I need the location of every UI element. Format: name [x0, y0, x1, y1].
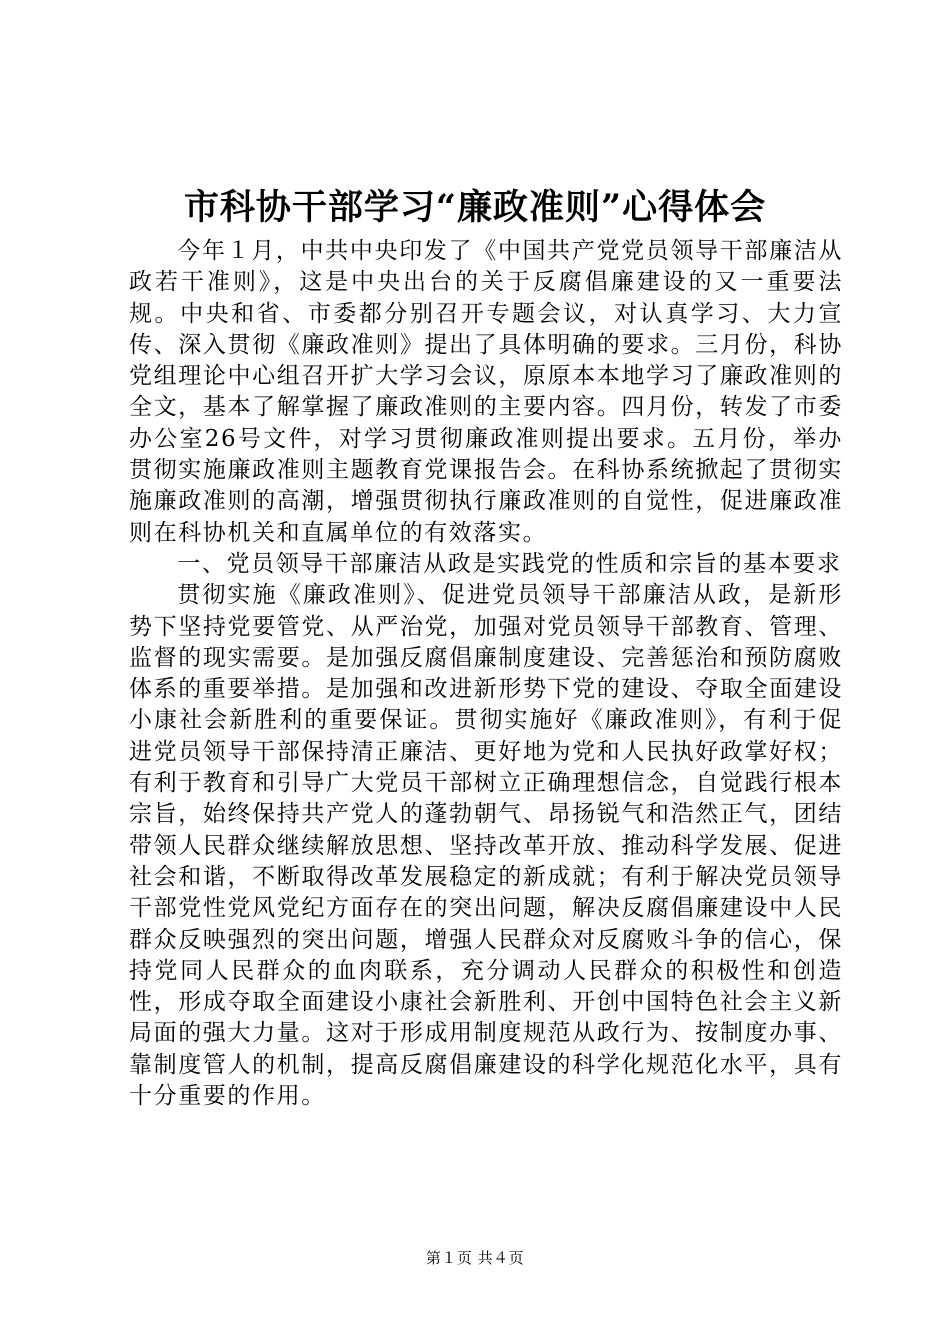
document-body [129, 236, 843, 1112]
paragraph-section-1: 贯彻实施《廉政准则》、促进党员领导干部廉洁从政，是新形势下坚持党要管党、从严治党，加强对党员领导干部教育、管理、监督的现实需要。是加强反腐倡廉制度建设、完善惩治和预防腐败体系的重要举措。是加强和改进新形势下党的建设、夺取全面建设小康社会新胜利的重要保证。贯彻实施好《廉政准则》，有利于促进党员领导干部保持清正廉洁、更好地为党和人民执好政掌好权；有利于教育和引导广大党员干部树立正确理想信念，自觉践行根本宗旨，始终保持共产党人的蓬勃朝气、昂扬锐气和浩然正气，团结带领人民群众继续解放思想、坚持改革开放、推动科学发展、促进社会和谐，不断取得改革发展稳定的新成就；有利于解决党员领导干部党性党风党纪方面存在的突出问题，解决反腐倡廉建设中人民群众反映强烈的突出问题，增强人民群众对反腐败斗争的信心，保持党同人民群众的血肉联系，充分调动人民群众的积极性和创造性，形成夺取全面建设小康社会新胜利、开创中国特色社会主义新局面的强大力量。这对于形成用制度规范从政行为、按制度办事、靠制度管人的机制，提高反腐倡廉建设的科学化规范化水平，具有十分重要的作用。 [129, 582, 843, 1110]
paragraph-intro: 今年１月，中共中央印发了《中国共产党党员领导干部廉洁从政若干准则》，这是中央出台的关于反腐倡廉建设的又一重要法规。中央和省、市委都分别召开专题会议，对认真学习、大力宣传、深入贯彻《廉政准则》提出了具体明确的要求。三月份，科协党组理论中心组召开扩大学习会议，原原本本地学习了廉政准则的全文，基本了解掌握了廉政准则的主要内容。四月份，转发了市委办公室26号文件，对学习贯彻廉政准则提出要求。五月份，举办贯彻实施廉政准则主题教育党课报告会。在科协系统掀起了贯彻实施廉政准则的高潮，增强贯彻执行廉政准则的自觉性，促进廉政准则在科协机关和直属单位的有效落实。 [129, 238, 843, 546]
section-heading-1: 一、党员领导干部廉洁从政是实践党的性质和宗旨的基本要求 [177, 550, 842, 577]
page-number-footer: 第１页 共４页 [425, 1249, 525, 1267]
document-title: 市科协干部学习“廉政准则”心得体会 [183, 187, 767, 228]
